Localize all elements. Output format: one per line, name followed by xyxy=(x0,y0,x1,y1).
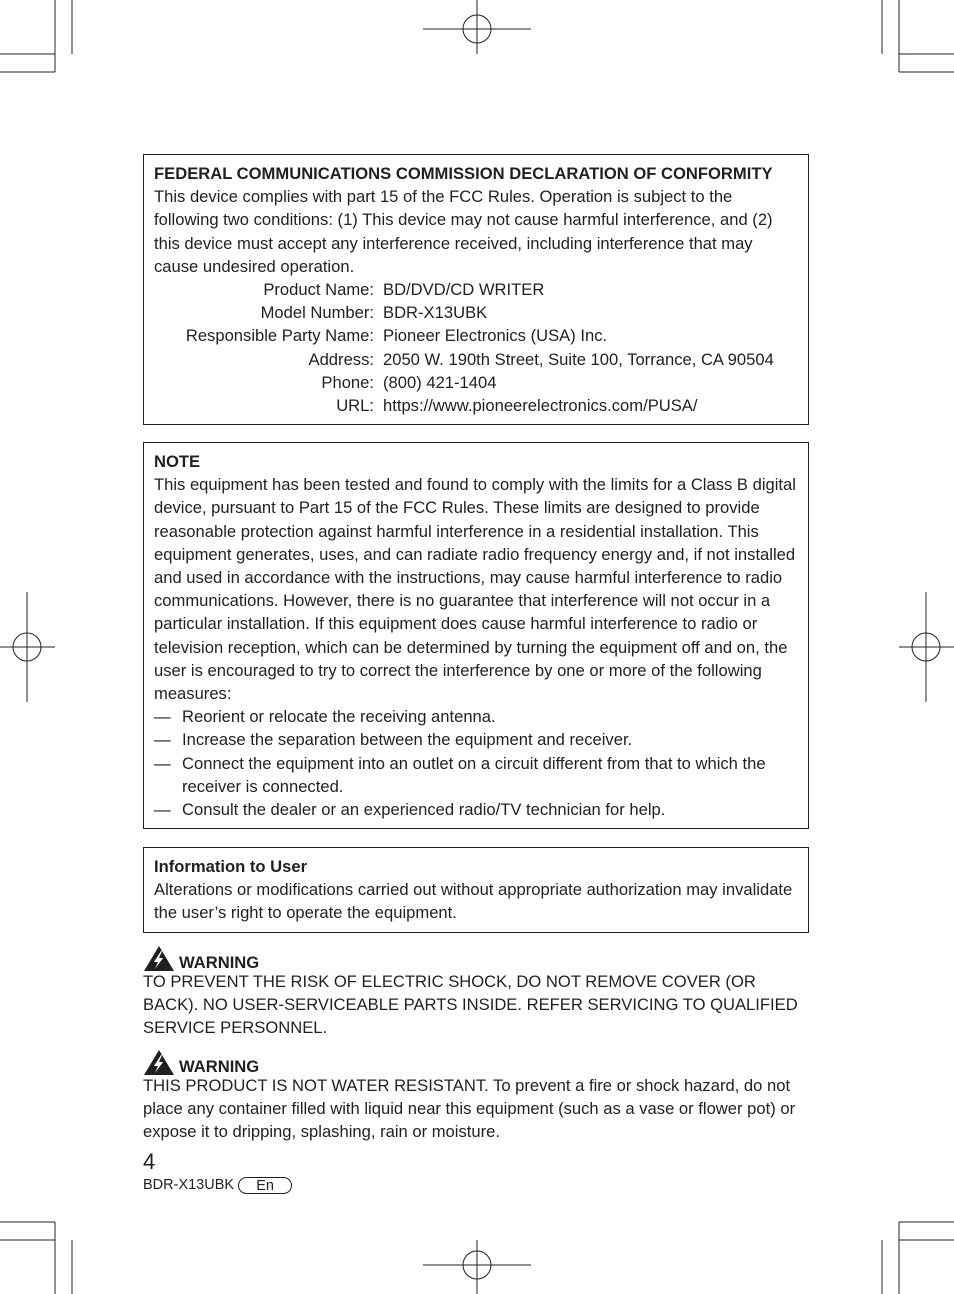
warning-label: WARNING xyxy=(179,953,260,972)
warning-text: TO PREVENT THE RISK OF ELECTRIC SHOCK, DO NOT REMOVE COVER (OR BACK). NO USER-SERVICEABLE PARTS INSIDE. REFER SERVICING TO QUALIFIED SERVICE PERSONNEL. xyxy=(143,972,798,1038)
warning-header xyxy=(143,1049,813,1074)
fcc-declaration-body: This device complies with part 15 of the FCC Rules. Operation is subject to the following two conditions: (1) This device may not cause harmful interference, and (2) this device must accept any interference received, including interference that may cause undesired operation. xyxy=(154,187,773,276)
warning-label: WARNING xyxy=(179,1057,260,1076)
table-row xyxy=(154,324,774,347)
url-value: https://www.pioneerelectronics.com/PUSA/ xyxy=(383,396,698,416)
url-label: URL: xyxy=(336,396,374,416)
list-dash: — xyxy=(154,707,171,727)
table-row xyxy=(154,278,774,301)
model-code: BDR-X13UBK xyxy=(143,1177,235,1193)
page-footer xyxy=(143,1176,292,1194)
list-item-text: Reorient or relocate the receiving antenna. xyxy=(182,707,496,727)
warning-water-resistance xyxy=(143,1049,813,1144)
list-dash: — xyxy=(154,730,171,750)
electric-shock-warning-icon xyxy=(143,1049,175,1076)
model-number-value: BDR-X13UBK xyxy=(383,303,488,323)
information-to-user-title: Information to User xyxy=(154,857,308,876)
list-item xyxy=(154,705,800,728)
information-to-user-box xyxy=(143,847,809,933)
phone-label: Phone: xyxy=(321,372,374,392)
table-row xyxy=(154,371,774,394)
list-item-text: Consult the dealer or an experienced radio/TV technician for help. xyxy=(182,800,666,820)
list-item xyxy=(154,798,800,821)
address-value: 2050 W. 190th Street, Suite 100, Torrance, CA 90504 xyxy=(383,349,774,369)
list-dash: — xyxy=(154,800,171,820)
language-badge: En xyxy=(238,1177,292,1194)
table-row xyxy=(154,301,774,324)
fcc-declaration-box xyxy=(143,154,809,425)
list-item xyxy=(154,728,800,751)
information-to-user-body: Alterations or modifications carried out without appropriate authorization may invalidate the user’s right to operate the equipment. xyxy=(154,880,793,923)
table-row xyxy=(154,348,774,371)
address-label: Address: xyxy=(308,349,374,369)
warning-electric-shock xyxy=(143,945,813,1040)
page-number: 4 xyxy=(143,1149,156,1174)
note-box xyxy=(143,442,809,829)
product-name-label: Product Name: xyxy=(263,280,374,300)
responsible-party-table xyxy=(154,278,774,417)
table-row xyxy=(154,394,774,417)
note-title: NOTE xyxy=(154,452,201,471)
list-item xyxy=(154,752,800,798)
list-item-text: Connect the equipment into an outlet on a circuit different from that to which the receiver is connected. xyxy=(182,753,766,796)
model-number-label: Model Number: xyxy=(260,303,374,323)
measures-list xyxy=(154,705,800,821)
responsible-party-value: Pioneer Electronics (USA) Inc. xyxy=(383,326,608,346)
list-dash: — xyxy=(154,753,171,773)
warning-text: THIS PRODUCT IS NOT WATER RESISTANT. To prevent a fire or shock hazard, do not place any container filled with liquid near this equipment (such as a vase or flower pot) or expose it to dripping, splashing, rain or moisture. xyxy=(143,1076,796,1142)
warning-header xyxy=(143,945,813,970)
phone-value: (800) 421-1404 xyxy=(383,372,497,392)
list-item-text: Increase the separation between the equipment and receiver. xyxy=(182,730,633,750)
product-name-value: BD/DVD/CD WRITER xyxy=(383,280,545,300)
responsible-party-label: Responsible Party Name: xyxy=(185,326,374,346)
fcc-declaration-title: FEDERAL COMMUNICATIONS COMMISSION DECLARATION OF CONFORMITY xyxy=(154,164,773,183)
note-body: This equipment has been tested and found to comply with the limits for a Class B digital device, pursuant to Part 15 of the FCC Rules. These limits are designed to provide reasonable protection against harmful interference in a residential installation. This equipment generates, uses, and can radiate radio frequency energy and, if not installed and used in accordance with the instructions, may cause harmful interference to radio communications. However, there is no guarantee that interference will not occur in a particular installation. If this equipment does cause harmful interference to radio or television reception, which can be determined by turning the equipment off and on, the user is encouraged to try to correct the interference by one or more of the following measures: xyxy=(154,475,796,704)
electric-shock-warning-icon xyxy=(143,945,175,972)
